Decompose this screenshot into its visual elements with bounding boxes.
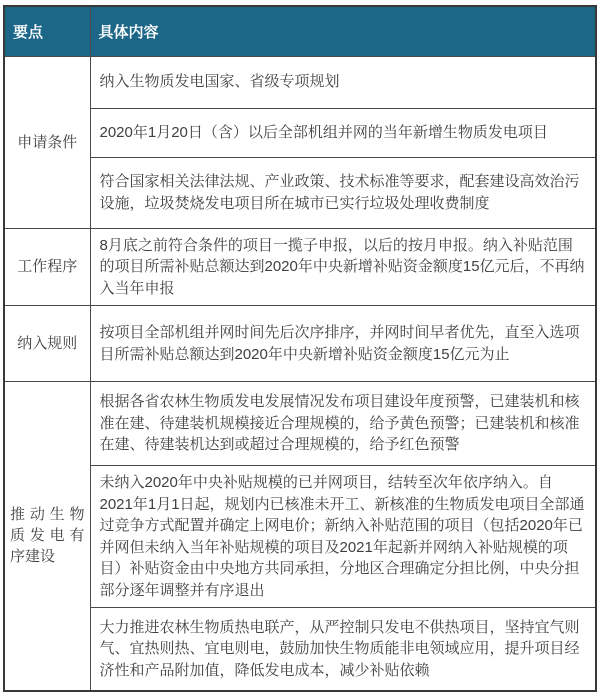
group-label-inclusion-rules: 纳入规则 — [4, 306, 90, 382]
table-row — [4, 108, 596, 157]
table-row — [4, 382, 596, 466]
table-row — [4, 306, 596, 382]
content-cell: 2020年1月20日（含）以后全部机组并网的当年新增生物质发电项目 — [90, 108, 596, 157]
table-row — [4, 608, 596, 691]
content-cell: 大力推进农林生物质热电联产，从严控制只发电不供热项目，坚持宜气则气、宜热则热、宜电则电，鼓励加快生物质能非电领域应用，提升项目经济性和产品附加值，降低发电成本，减少补贴依赖 — [90, 608, 596, 691]
content-cell: 符合国家相关法律法规、产业政策、技术标准等要求，配套建设高效治污设施，垃圾焚烧发电项目所在城市已实行垃圾处理收费制度 — [90, 157, 596, 228]
header-cell-keypoints: 要点 — [4, 6, 90, 56]
content-cell: 纳入生物质发电国家、省级专项规划 — [90, 56, 596, 108]
group-label-orderly-development: 推动生物质发电有序建设 — [4, 382, 90, 691]
policy-table — [3, 5, 597, 692]
content-cell: 未纳入2020年中央补贴规模的已并网项目，结转至次年依序纳入。自2021年1月1日起，规划内已核准未开工、新核准的生物质发电项目全部通过竞争方式配置并确定上网电价；新纳入补贴范围的项目（包括2020年已并网但未纳入当年补贴规模的项目及2021年起新并网纳入补贴规模的项目）补贴资金由中央地方共同承担，分地区合理确定分担比例，中央分担部分逐年调整并有序退出 — [90, 466, 596, 608]
table-row — [4, 228, 596, 306]
header-cell-details: 具体内容 — [90, 6, 596, 56]
content-cell: 根据各省农林生物质发电发展情况发布项目建设年度预警，已建装机和核准在建、待建装机规模接近合理规模的，给予黄色预警；已建装机和核准在建、待建装机达到或超过合理规模的，给予红色预警 — [90, 382, 596, 466]
content-cell: 按项目全部机组并网时间先后次序排序，并网时间早者优先，直至入选项目所需补贴总额达到2020年中央新增补贴资金额度15亿元为止 — [90, 306, 596, 382]
table-row — [4, 157, 596, 228]
table-row — [4, 56, 596, 108]
table-row — [4, 466, 596, 608]
content-cell: 8月底之前符合条件的项目一揽子申报，以后的按月申报。纳入补贴范围的项目所需补贴总额达到2020年中央新增补贴资金额度15亿元后，不再纳入当年申报 — [90, 228, 596, 306]
table-header-row — [4, 6, 596, 56]
group-label-application-conditions: 申请条件 — [4, 56, 90, 228]
group-label-work-procedure: 工作程序 — [4, 228, 90, 306]
